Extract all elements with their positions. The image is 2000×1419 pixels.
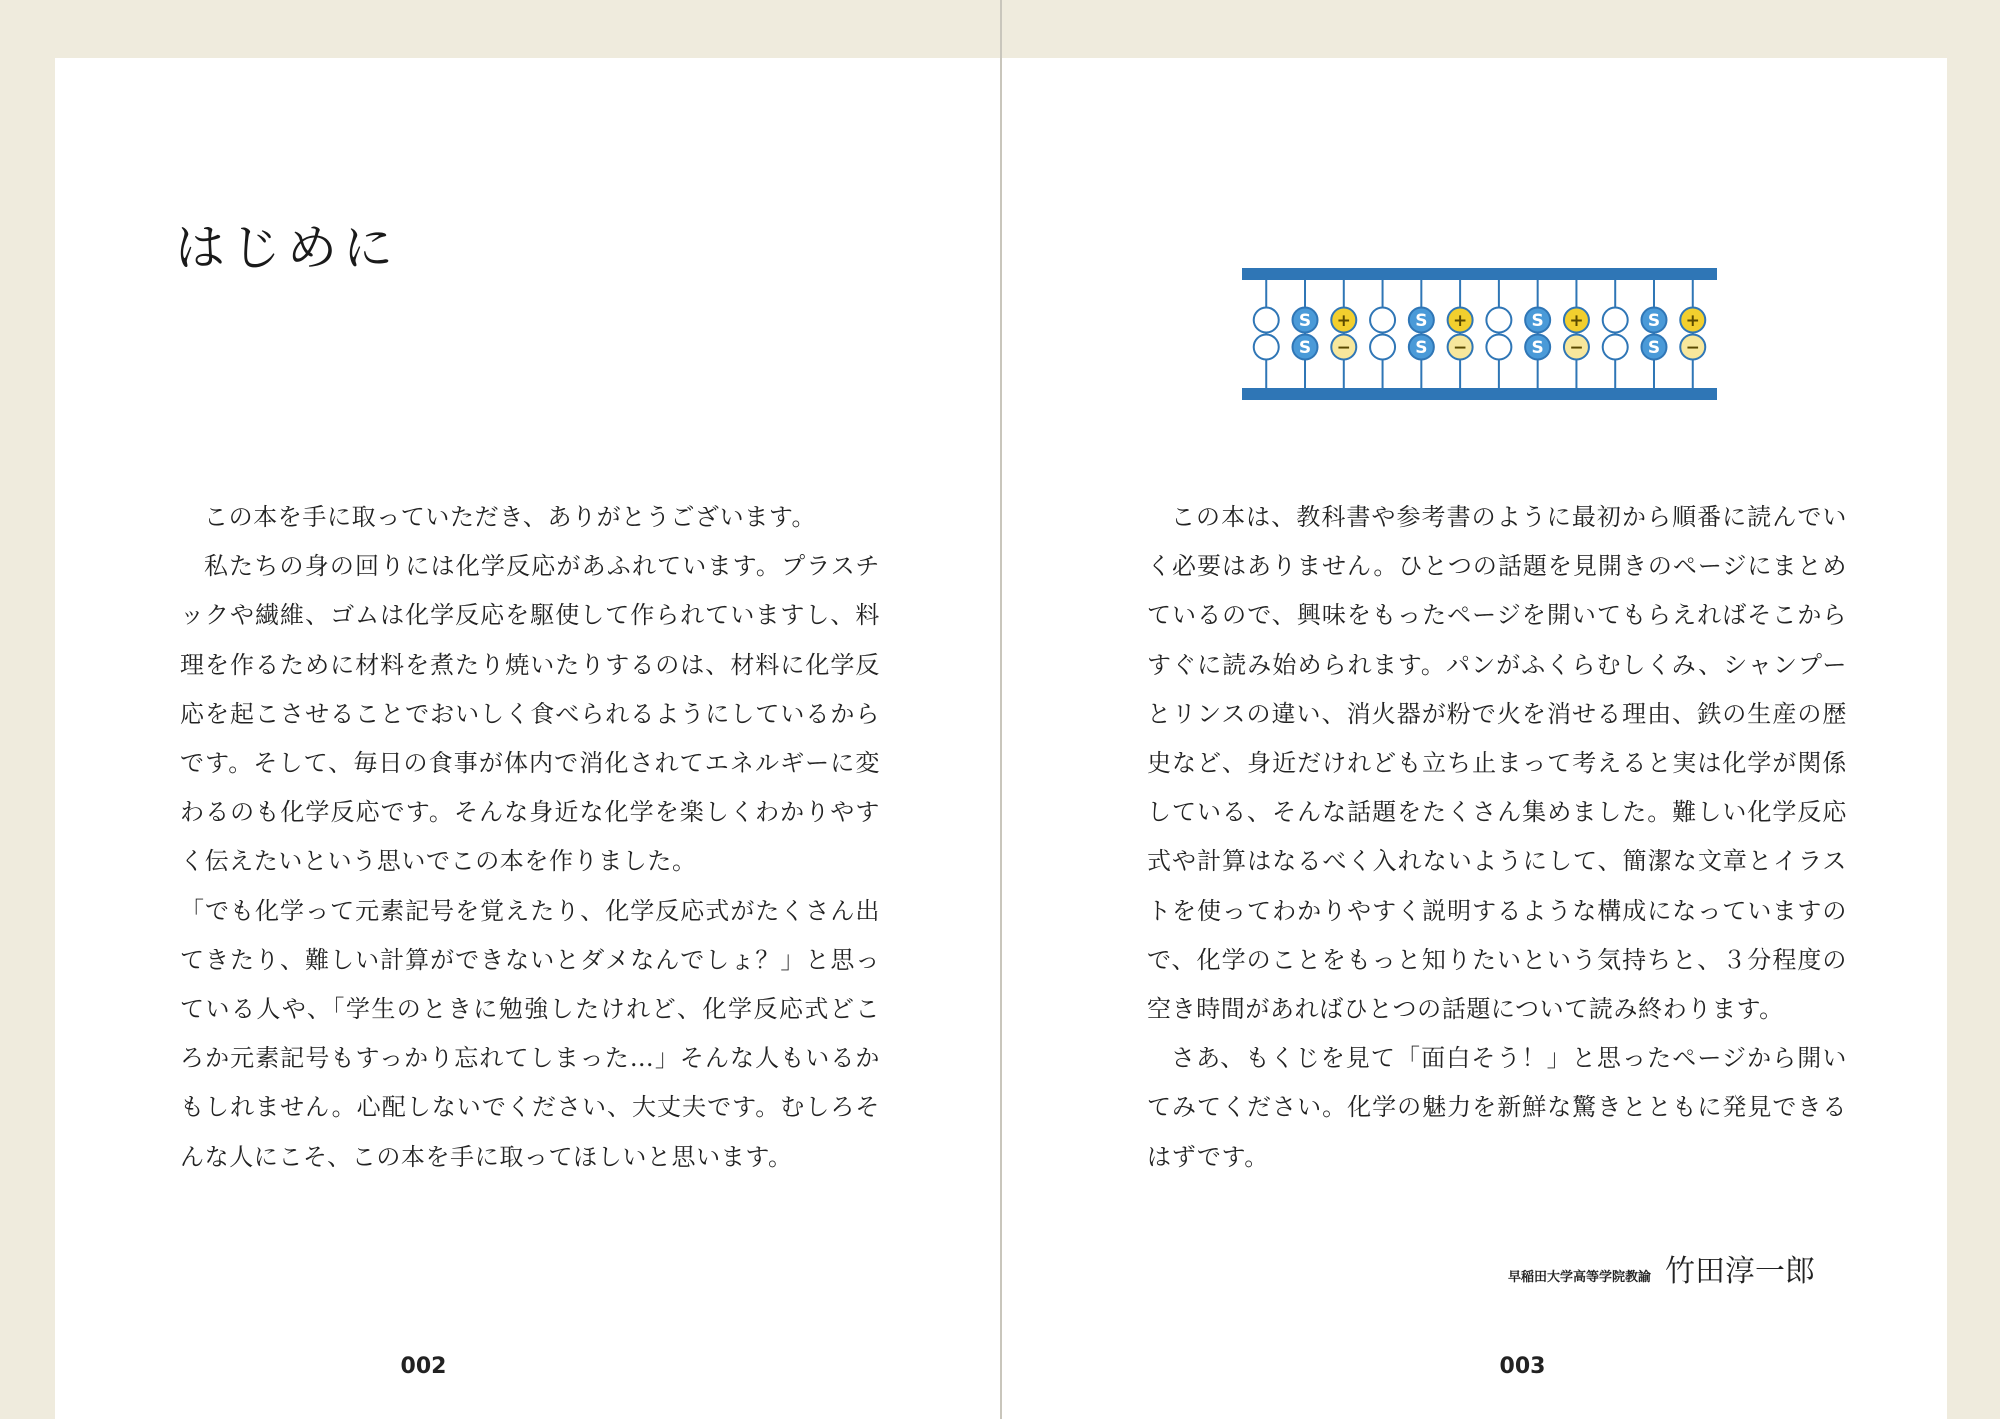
abacus-bead: [1486, 335, 1511, 360]
abacus-bead: [1486, 308, 1511, 333]
bead-label: S: [1647, 311, 1661, 331]
abacus-bead-illustration-icon: [1242, 266, 1717, 406]
bead-label: S: [1531, 311, 1544, 331]
bead-label: S: [1298, 338, 1312, 358]
page-number: 003: [1499, 1354, 1546, 1379]
right-page: [1002, 58, 1947, 1419]
paragraph: さあ、もくじを見て「面白そう！」と思ったページから開いてみてください。化学の魅力を新鮮な驚きとともに発見できるはずです。: [1147, 1044, 1847, 1171]
paragraph: 私たちの身の回りには化学反応があふれています。プラスチックや繊維、ゴムは化学反応を駆使して作られていますし、料理を作るために材料を煮たり焼いたりするのは、材料に化学反応を起こさせることでおいしく食べられるようにしているからです。そして、毎日の食事が体内で消化されてエネルギーに変わるのも化学反応です。そんな身近な化学を楽しくわかりやすく伝えたいという思いでこの本を作りました。: [180, 552, 880, 876]
abacus-bead: [1254, 335, 1279, 360]
author-affiliation: 早稲田大学高等学院教諭: [1507, 1270, 1651, 1285]
abacus-bead: [1370, 335, 1395, 360]
bead-label: −: [1336, 338, 1351, 358]
abacus-bead: [1603, 335, 1628, 360]
left-body-text: [180, 493, 880, 1182]
page-heading: はじめに: [175, 219, 399, 277]
bead-label: S: [1298, 311, 1312, 331]
abacus-bead: [1254, 308, 1279, 333]
paragraph: 「でも化学って元素記号を覚えたり、化学反応式がたくさん出てきたり、難しい計算ができないとダメなんでしょ？」と思っている人や、「学生のときに勉強したけれど、化学反応式どころか元素記号もすっかり忘れてしまった…」そんな人もいるかもしれません。心配しないでください、大丈夫です。むしろそんな人にこそ、この本を手に取ってほしいと思います。: [180, 896, 880, 1171]
bead-label: S: [1647, 338, 1661, 358]
abacus-bead: [1370, 308, 1395, 333]
bead-label: −: [1569, 338, 1584, 358]
bead-label: +: [1569, 311, 1584, 331]
abacus-bead: [1603, 308, 1628, 333]
page-number: 002: [400, 1354, 447, 1379]
paragraph: この本を手に取っていただき、ありがとうございます。: [204, 503, 817, 531]
bead-label: S: [1415, 338, 1428, 358]
bead-label: +: [1452, 311, 1468, 331]
top-rail: [1242, 268, 1717, 280]
author-name: 竹田淳一郎: [1665, 1254, 1815, 1289]
bead-label: S: [1415, 311, 1428, 331]
bead-label: +: [1336, 311, 1351, 331]
left-page: [55, 58, 1000, 1419]
bead-label: S: [1531, 338, 1544, 358]
right-body-text: [1147, 493, 1847, 1182]
bead-label: +: [1685, 311, 1700, 331]
bead-label: −: [1452, 338, 1468, 358]
paragraph: この本は、教科書や参考書のように最初から順番に読んでいく必要はありません。ひとつの話題を見開きのページにまとめているので、興味をもったページを開いてもらえればそこからすぐに読み始められます。パンがふくらむしくみ、シャンプーとリンスの違い、消火器が粉で火を消せる理由、鉄の生産の歴史など、身近だけれども立ち止まって考えると実は化学が関係している、そんな話題をたくさん集めました。難しい化学反応式や計算はなるべく入れないようにして、簡潔な文章とイラストを使ってわかりやすく説明するような構成になっていますので、化学のことをもっと知りたいという気持ちと、３分程度の空き時間があればひとつの話題について読み終わります。: [1147, 503, 1847, 1024]
signature: [1508, 1246, 1815, 1290]
bead-label: −: [1685, 338, 1700, 358]
bottom-rail: [1242, 388, 1717, 400]
